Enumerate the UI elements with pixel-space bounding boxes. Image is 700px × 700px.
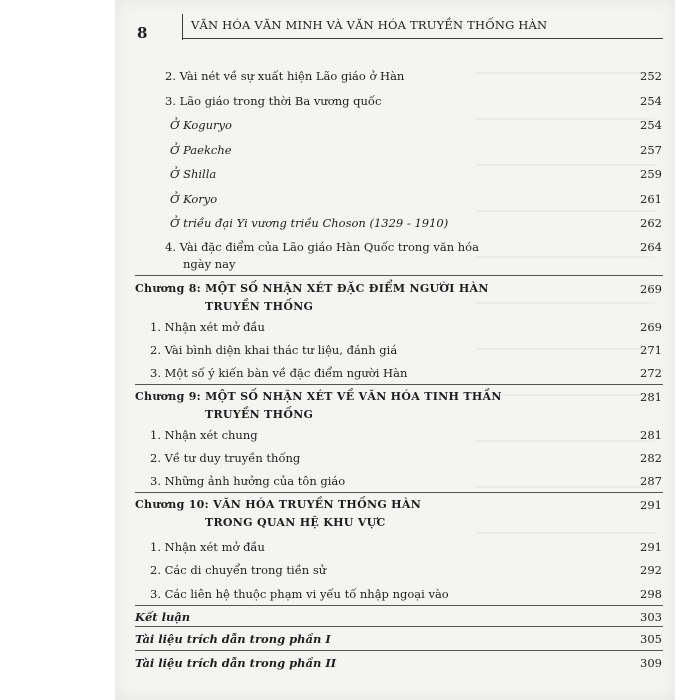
page-number: 8 xyxy=(137,24,148,42)
toc-entry-text: Ở Paekche xyxy=(170,143,232,157)
toc-divider xyxy=(135,492,663,493)
toc-entry-text: Tài liệu trích dẫn trong phần I xyxy=(135,632,331,646)
running-title: VĂN HÓA VĂN MINH VÀ VĂN HÓA TRUYỀN THỐNG HÀN xyxy=(191,18,548,32)
toc-chapter-title: Chương 9: MỘT SỐ NHẬN XÉT VỀ VĂN HÓA TINH THẦN xyxy=(135,390,502,403)
toc-chapter-title: Chương 8: MỘT SỐ NHẬN XÉT ĐẶC ĐIỂM NGƯỜI HÀN xyxy=(135,282,489,295)
toc-entry-page: 298 xyxy=(640,587,662,601)
toc-entry-text: 2. Về tư duy truyền thống xyxy=(150,451,301,465)
toc-entry-text: Ở Shilla xyxy=(170,167,217,181)
toc-entry-text: 1. Nhận xét chung xyxy=(150,428,258,442)
toc-entry-text: 1. Nhận xét mở đầu xyxy=(150,320,265,334)
bleed-through-line xyxy=(475,210,655,212)
toc-divider xyxy=(135,605,663,606)
toc-entry-text: Ở Koguryo xyxy=(170,118,232,132)
toc-entry-page: 254 xyxy=(640,118,662,132)
bleed-through-line xyxy=(475,532,655,534)
toc-chapter-title: Chương 10: VĂN HÓA TRUYỀN THỐNG HÀN xyxy=(135,498,422,511)
bleed-through-line xyxy=(475,256,655,258)
toc-entry-page: 309 xyxy=(640,656,662,670)
toc-divider xyxy=(135,650,663,651)
toc-entry-page: 269 xyxy=(640,282,662,296)
toc-entry-text: Tài liệu trích dẫn trong phần II xyxy=(135,656,337,670)
toc-entry-text: Kết luận xyxy=(135,610,191,624)
toc-entry-page: 292 xyxy=(640,563,662,577)
bleed-through-line xyxy=(475,302,655,304)
toc-entry-page: 271 xyxy=(640,343,662,357)
toc-chapter-title-cont: TRONG QUAN HỆ KHU VỰC xyxy=(205,516,386,529)
toc-entry-page: 287 xyxy=(640,474,662,488)
toc-entry-text: 2. Vài nét về sự xuất hiện Lão giáo ở Hàn xyxy=(165,69,405,83)
toc-chapter-title-cont: TRUYỀN THỐNG xyxy=(205,300,314,313)
toc-entry-page: 264 xyxy=(640,240,662,254)
toc-entry-page: 291 xyxy=(640,540,662,554)
toc-entry-page: 252 xyxy=(640,69,662,83)
toc-entry-page: 281 xyxy=(640,390,662,404)
toc-chapter-title-cont: TRUYỀN THỐNG xyxy=(205,408,314,421)
toc-entry-page: 269 xyxy=(640,320,662,334)
toc-divider xyxy=(135,626,663,627)
toc-entry-page: 291 xyxy=(640,498,662,512)
toc-entry-text: 3. Các liên hệ thuộc phạm vi yếu tố nhập ngoại vào xyxy=(150,587,449,601)
toc-entry-text: 2. Vài bình diện khai thác tư liệu, đánh giá xyxy=(150,343,398,357)
toc-entry-page: 272 xyxy=(640,366,662,380)
header-divider-vertical xyxy=(182,14,183,40)
toc-entry-page: 282 xyxy=(640,451,662,465)
toc-divider xyxy=(135,384,663,385)
toc-entry-text: 3. Những ảnh hưởng của tôn giáo xyxy=(150,474,346,488)
header-divider-horizontal xyxy=(182,38,663,39)
toc-entry-page: 262 xyxy=(640,216,662,230)
toc-entry-page: 303 xyxy=(640,610,662,624)
book-page xyxy=(115,0,675,700)
toc-entry-text: 4. Vài đặc điểm của Lão giáo Hàn Quốc trong văn hóa xyxy=(165,240,479,254)
toc-entry-page: 305 xyxy=(640,632,662,646)
toc-entry-text: 2. Các di chuyển trong tiền sử xyxy=(150,563,327,577)
toc-entry-page: 281 xyxy=(640,428,662,442)
toc-entry-text: Ở triều đại Yi vương triều Choson (1329 - 1910) xyxy=(170,216,449,230)
toc-entry-page: 257 xyxy=(640,143,662,157)
toc-entry-text: Ở Koryo xyxy=(170,192,218,206)
toc-entry-text: ngày nay xyxy=(183,257,236,271)
toc-entry-page: 254 xyxy=(640,94,662,108)
toc-entry-text: 1. Nhận xét mở đầu xyxy=(150,540,265,554)
toc-divider xyxy=(135,275,663,276)
toc-entry-text: 3. Một số ý kiến bàn về đặc điểm người Hàn xyxy=(150,366,408,380)
toc-entry-page: 261 xyxy=(640,192,662,206)
toc-entry-page: 259 xyxy=(640,167,662,181)
toc-entry-text: 3. Lão giáo trong thời Ba vương quốc xyxy=(165,94,382,108)
bleed-through-line xyxy=(475,164,655,166)
